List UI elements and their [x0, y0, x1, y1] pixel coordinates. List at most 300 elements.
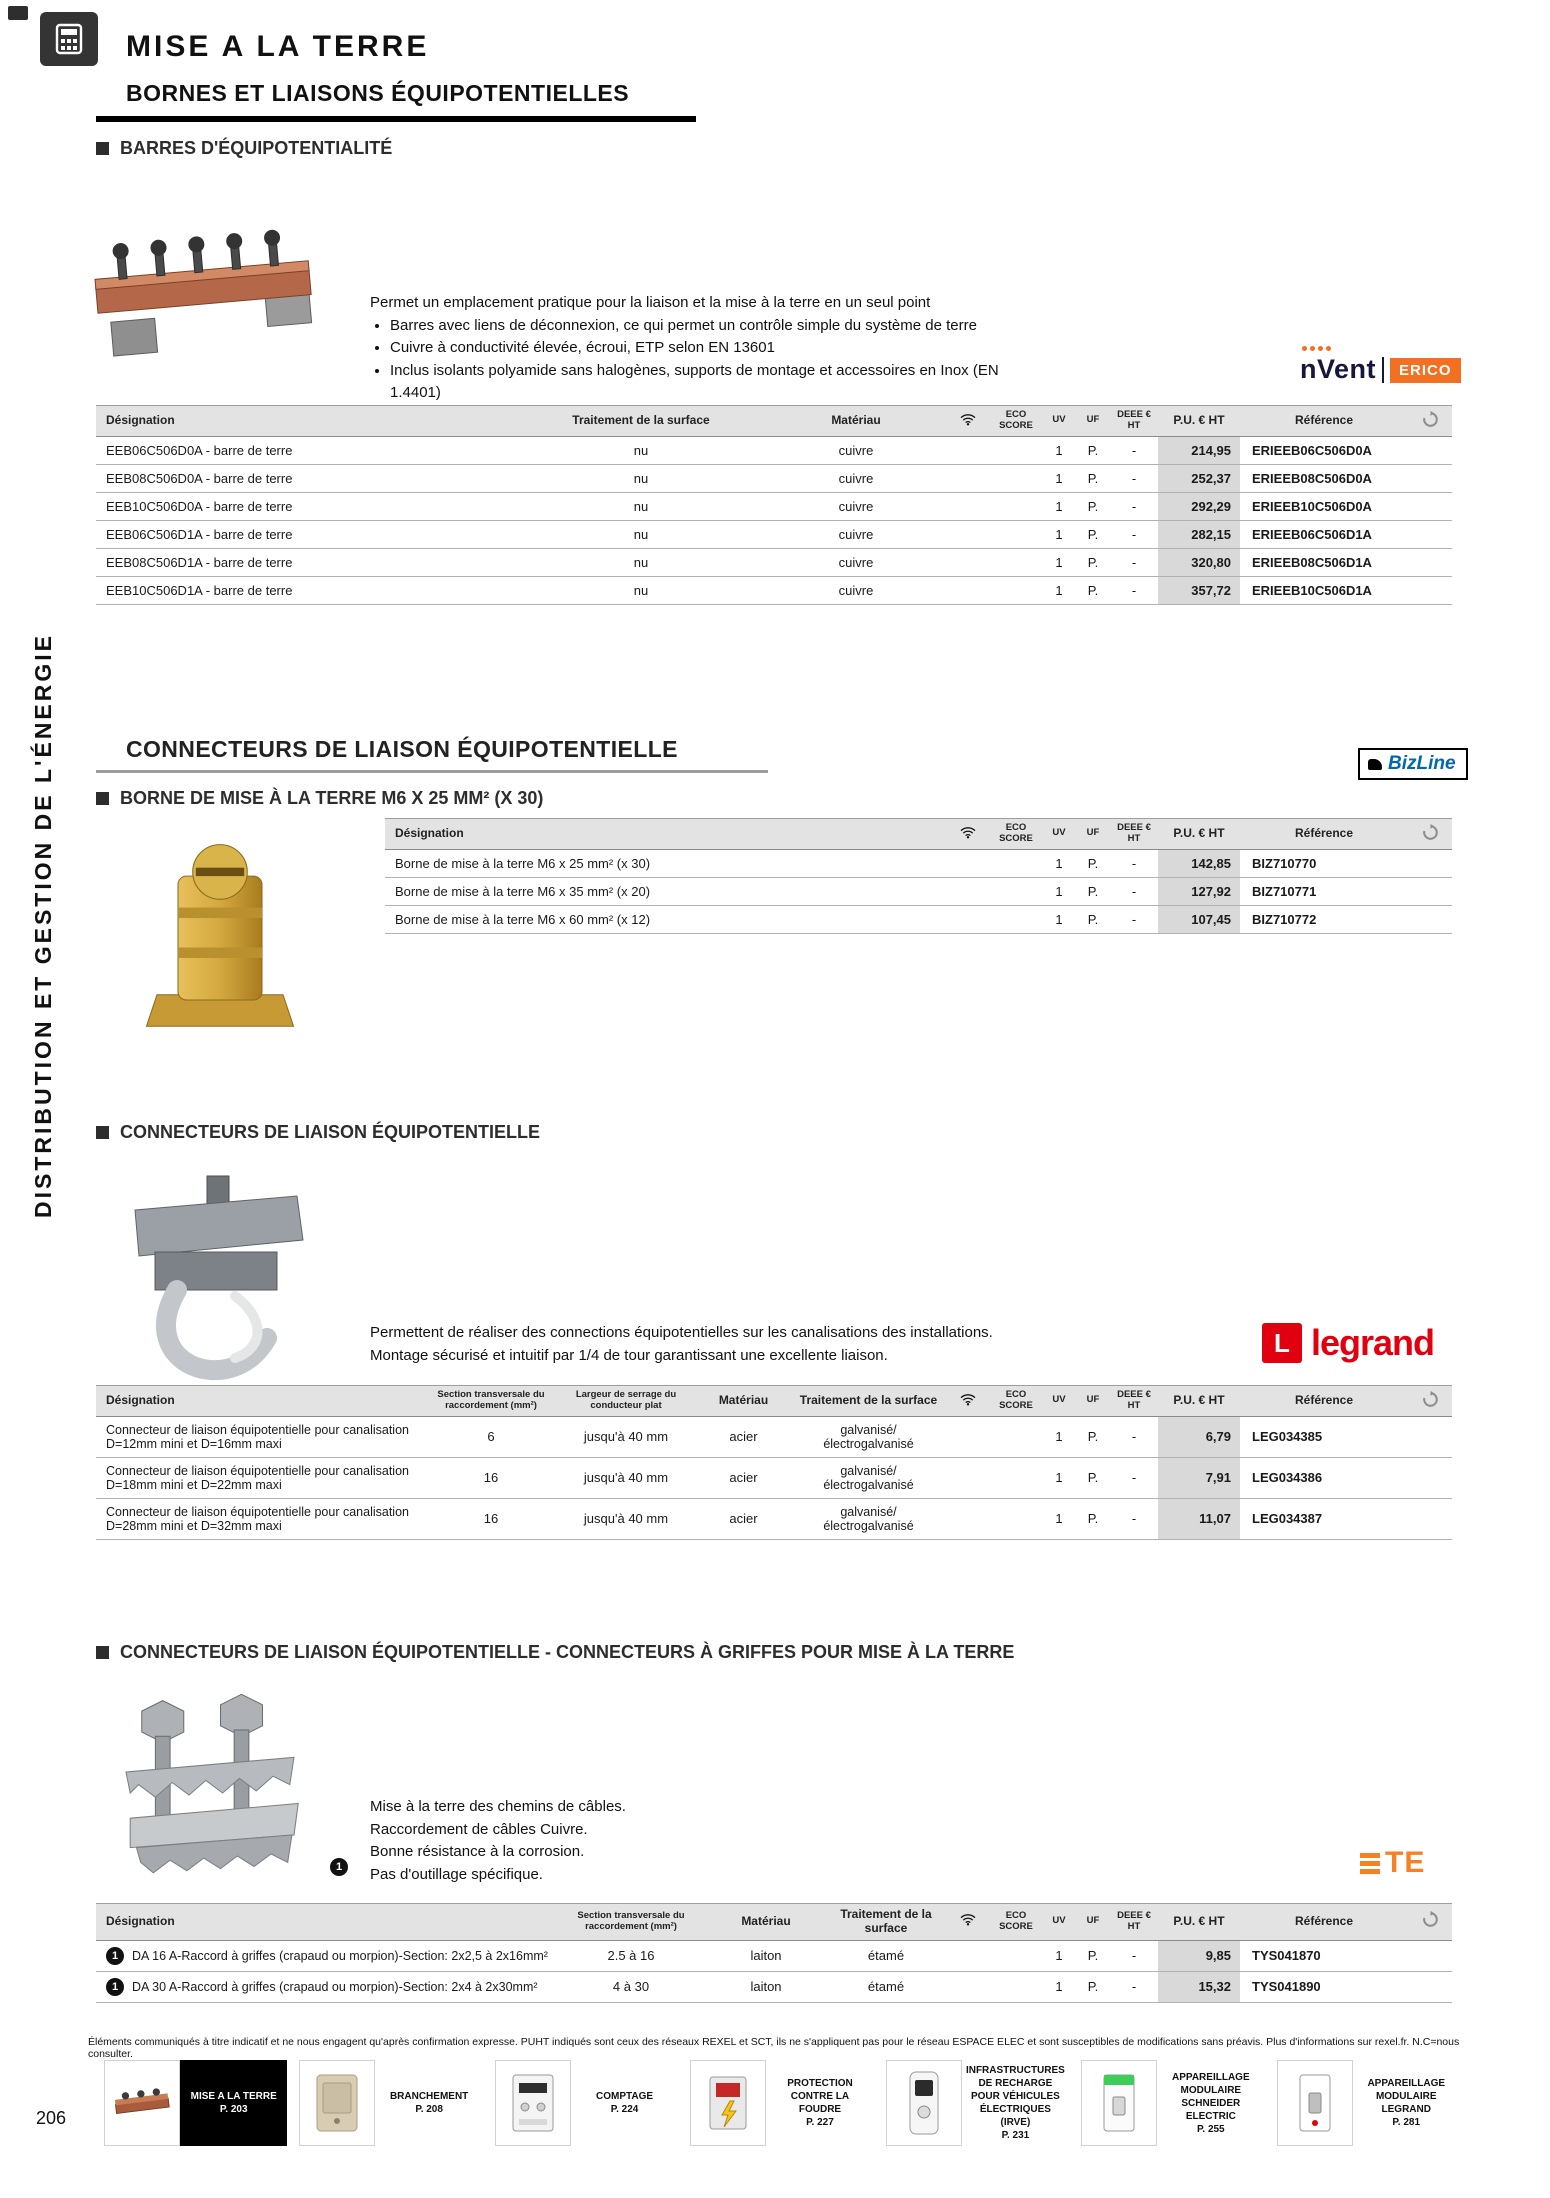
brand-logo-legrand	[1262, 1322, 1434, 1364]
col-recyclable	[1408, 1904, 1452, 1941]
cell-uv: 1	[1042, 1416, 1076, 1457]
cell-deee: -	[1110, 464, 1158, 492]
cell-deee: -	[1110, 1457, 1158, 1498]
cell-empty	[946, 849, 990, 877]
product-image-borne-terre	[130, 832, 310, 1047]
recycle-icon	[1422, 1911, 1439, 1928]
cell-uf: P.	[1076, 1971, 1110, 2002]
col-recyclable	[1408, 1386, 1452, 1417]
col-connected	[946, 406, 990, 437]
cell-traitement: nu	[516, 464, 766, 492]
nav-thumb-comptage	[495, 2060, 571, 2146]
section1-description	[370, 292, 1030, 405]
cell-uf: P.	[1076, 849, 1110, 877]
cell-traitement: galvanisé/électrogalvanisé	[791, 1416, 946, 1457]
cell-uv: 1	[1042, 1940, 1076, 1971]
cell-materiau: cuivre	[766, 520, 946, 548]
cell-empty	[946, 1498, 990, 1539]
cell-materiau: acier	[696, 1457, 791, 1498]
table-row	[96, 1416, 1452, 1457]
table-row	[96, 1457, 1452, 1498]
cell-materiau: cuivre	[766, 436, 946, 464]
nav-label: MISE A LA TERRE P. 203	[180, 2060, 287, 2146]
cell-empty	[1408, 905, 1452, 933]
cell-empty	[1408, 1498, 1452, 1539]
cell-uf: P.	[1076, 1416, 1110, 1457]
cell-empty	[990, 464, 1042, 492]
disclaimer-text: Éléments communiqués à titre indicatif et ne nous engagent qu'après confirmation expresse. PUHT indiqués sont ceux des réseaux REXEL et SCT, ils ne s'appliquent pas pour le réseau ESPACE ELEC et sont susceptibles de modifications sans préavis. Plus d'informations sur rexel.fr. N.C=nous consulter.	[88, 2036, 1460, 2060]
table-row	[96, 1940, 1452, 1971]
col-eco-score: ECO SCORE	[990, 819, 1042, 850]
table-bornes	[385, 818, 1452, 934]
cell-reference: ERIEEB10C506D0A	[1240, 492, 1408, 520]
square-bullet-icon	[96, 792, 109, 805]
section-heading-borne	[96, 788, 543, 809]
cell-uv: 1	[1042, 849, 1076, 877]
section2b-description	[370, 1322, 1050, 1367]
cell-price: 7,91	[1158, 1457, 1240, 1498]
section2c-description	[370, 1796, 970, 1886]
description-line: Montage sécurisé et intuitif par 1/4 de tour garantissant une excellente liaison.	[370, 1346, 888, 1364]
cell-reference: ERIEEB06C506D1A	[1240, 520, 1408, 548]
nav-label: PROTECTION CONTRE LA FOUDRE P. 227	[787, 2078, 853, 2128]
cell-uv: 1	[1042, 576, 1076, 604]
cell-deee: -	[1110, 1416, 1158, 1457]
section-rule	[96, 770, 768, 773]
cell-deee: -	[1110, 877, 1158, 905]
cell-largeur: jusqu'à 40 mm	[556, 1457, 696, 1498]
cell-empty	[990, 436, 1042, 464]
nav-label: INFRASTRUCTURES DE RECHARGE POUR VÉHICULES ÉLECTRIQUES (IRVE) P. 231	[965, 2065, 1065, 2141]
cell-reference: TYS041870	[1240, 1940, 1408, 1971]
table-row	[385, 849, 1452, 877]
table-header-row	[96, 406, 1452, 437]
cell-traitement: nu	[516, 436, 766, 464]
cell-traitement: étamé	[826, 1971, 946, 2002]
col-pu: P.U. € HT	[1158, 819, 1240, 850]
cell-uf: P.	[1076, 1940, 1110, 1971]
wifi-icon	[960, 1393, 976, 1406]
brand-logo-nvent-erico	[1300, 356, 1461, 383]
cell-uv: 1	[1042, 905, 1076, 933]
cell-uv: 1	[1042, 436, 1076, 464]
nav-label: APPAREILLAGE MODULAIRE SCHNEIDER ELECTRIC P. 255	[1172, 2071, 1250, 2135]
cell-empty	[990, 1457, 1042, 1498]
sidebar-vertical-label: DISTRIBUTION ET GESTION DE L'ÉNERGIE	[30, 632, 56, 1218]
col-uv: UV	[1042, 1386, 1076, 1417]
col-uv: UV	[1042, 406, 1076, 437]
col-connected	[946, 819, 990, 850]
cell-reference: ERIEEB06C506D0A	[1240, 436, 1408, 464]
col-uv: UV	[1042, 819, 1076, 850]
col-eco-score: ECO SCORE	[990, 1904, 1042, 1941]
col-designation: Désignation	[96, 1904, 556, 1941]
row-note-badge: 1	[106, 1978, 124, 1996]
cell-designation: 1 DA 30 A-Raccord à griffes (crapaud ou morpion)-Section: 2x4 à 2x30mm²	[96, 1971, 556, 2002]
page-number: 206	[36, 2108, 67, 2128]
cell-reference: BIZ710772	[1240, 905, 1408, 933]
description-line: Permettent de réaliser des connections équipotentielles sur les canalisations des installations.	[370, 1324, 993, 1341]
cell-deee: -	[1110, 905, 1158, 933]
col-recyclable	[1408, 819, 1452, 850]
table-row	[96, 576, 1452, 604]
col-materiau: Matériau	[706, 1904, 826, 1941]
col-uf: UF	[1076, 819, 1110, 850]
cell-reference: LEG034387	[1240, 1498, 1408, 1539]
cell-reference: TYS041890	[1240, 1971, 1408, 2002]
cell-materiau: laiton	[706, 1971, 826, 2002]
nav-thumb-appareillage-legrand	[1277, 2060, 1353, 2146]
cell-uv: 1	[1042, 1971, 1076, 2002]
cell-section: 16	[426, 1457, 556, 1498]
cell-empty	[990, 1971, 1042, 2002]
table-row	[96, 548, 1452, 576]
cell-largeur: jusqu'à 40 mm	[556, 1416, 696, 1457]
cell-reference: ERIEEB08C506D0A	[1240, 464, 1408, 492]
page-subtitle: BORNES ET LIAISONS ÉQUIPOTENTIELLES	[126, 80, 630, 106]
cell-empty	[946, 548, 990, 576]
nav-item-protection-foudre[interactable]	[690, 2060, 873, 2146]
wifi-icon	[960, 1913, 976, 1926]
cell-section: 16	[426, 1498, 556, 1539]
wifi-icon	[960, 826, 976, 839]
nav-item-mise-a-la-terre[interactable]	[104, 2060, 287, 2146]
bottom-navigation	[104, 2060, 1460, 2146]
row-note-badge: 1	[106, 1947, 124, 1965]
table-header-row	[96, 1904, 1452, 1941]
col-traitement: Traitement de la surface	[826, 1904, 946, 1941]
cell-uv: 1	[1042, 520, 1076, 548]
section-heading-connecteurs: CONNECTEURS DE LIAISON ÉQUIPOTENTIELLE	[126, 736, 678, 762]
cell-uf: P.	[1076, 436, 1110, 464]
cell-designation: 1 DA 16 A-Raccord à griffes (crapaud ou morpion)-Section: 2x2,5 à 2x16mm²	[96, 1940, 556, 1971]
col-connected	[946, 1386, 990, 1417]
table-row	[96, 464, 1452, 492]
cell-price: 320,80	[1158, 548, 1240, 576]
cell-price: 107,45	[1158, 905, 1240, 933]
col-reference: Référence	[1240, 1386, 1408, 1417]
nav-item-irve[interactable]	[886, 2060, 1069, 2146]
te-wordmark: TE	[1385, 1846, 1426, 1879]
cell-price: 6,79	[1158, 1416, 1240, 1457]
cell-empty	[946, 877, 990, 905]
cell-materiau: laiton	[706, 1940, 826, 1971]
col-designation: Désignation	[96, 1386, 426, 1417]
cell-reference: BIZ710771	[1240, 877, 1408, 905]
cell-empty	[990, 1940, 1042, 1971]
cell-empty	[946, 520, 990, 548]
table-header-row	[96, 1386, 1452, 1417]
col-designation: Désignation	[385, 819, 946, 850]
cell-empty	[990, 905, 1042, 933]
page-title: MISE A LA TERRE	[126, 30, 430, 63]
cell-empty	[1408, 576, 1452, 604]
section-heading-connecteurs-liaison	[96, 1122, 540, 1143]
col-reference: Référence	[1240, 1904, 1408, 1941]
bizline-bull-icon	[1368, 759, 1382, 770]
table-row	[96, 1498, 1452, 1539]
cell-uf: P.	[1076, 1457, 1110, 1498]
cell-traitement: galvanisé/électrogalvanisé	[791, 1457, 946, 1498]
col-eco-score: ECO SCORE	[990, 1386, 1042, 1417]
nav-label: APPAREILLAGE MODULAIRE LEGRAND P. 281	[1367, 2078, 1446, 2128]
cell-empty	[990, 849, 1042, 877]
nav-label: BRANCHEMENT P. 208	[389, 2091, 469, 2115]
cell-designation: Borne de mise à la terre M6 x 35 mm² (x 20)	[385, 877, 946, 905]
cell-price: 214,95	[1158, 436, 1240, 464]
col-uf: UF	[1076, 1386, 1110, 1417]
cell-materiau: cuivre	[766, 492, 946, 520]
cell-deee: -	[1110, 436, 1158, 464]
cell-empty	[946, 1971, 990, 2002]
cell-reference: BIZ710770	[1240, 849, 1408, 877]
cell-section: 4 à 30	[556, 1971, 706, 2002]
cell-empty	[946, 1416, 990, 1457]
col-traitement: Traitement de la surface	[791, 1386, 946, 1417]
cell-uf: P.	[1076, 464, 1110, 492]
cell-traitement: nu	[516, 492, 766, 520]
cell-empty	[1408, 877, 1452, 905]
cell-price: 282,15	[1158, 520, 1240, 548]
nav-item-appareillage-schneider[interactable]	[1081, 2060, 1264, 2146]
mini-menu-icon	[8, 6, 28, 20]
cell-uf: P.	[1076, 492, 1110, 520]
cell-empty	[946, 905, 990, 933]
col-largeur: Largeur de serrage du conducteur plat	[556, 1386, 696, 1417]
table-header-row	[385, 819, 1452, 850]
table-row	[96, 1971, 1452, 2002]
description-line: Pas d'outillage spécifique.	[370, 1865, 543, 1883]
cell-empty	[1408, 436, 1452, 464]
cell-materiau: cuivre	[766, 464, 946, 492]
erico-wordmark: ERICO	[1390, 358, 1461, 383]
col-materiau: Matériau	[766, 406, 946, 437]
recycle-icon	[1422, 824, 1439, 841]
cell-deee: -	[1110, 1940, 1158, 1971]
product-image-connecteur-liaison	[110, 1168, 320, 1403]
product-image-barre-de-terre	[78, 186, 328, 371]
nav-item-comptage[interactable]	[495, 2060, 678, 2146]
product-image-raccord-griffes	[105, 1688, 315, 1903]
cell-empty	[946, 576, 990, 604]
cell-deee: -	[1110, 849, 1158, 877]
recycle-icon	[1422, 411, 1439, 428]
table-row	[385, 905, 1452, 933]
col-pu: P.U. € HT	[1158, 406, 1240, 437]
cell-materiau: acier	[696, 1416, 791, 1457]
cell-price: 11,07	[1158, 1498, 1240, 1539]
col-recyclable	[1408, 406, 1452, 437]
nvent-dots-icon	[1302, 346, 1331, 351]
cell-empty	[1408, 520, 1452, 548]
col-pu: P.U. € HT	[1158, 1904, 1240, 1941]
te-bars-icon	[1360, 1853, 1380, 1874]
nvent-wordmark: nVent	[1300, 356, 1376, 383]
cell-uv: 1	[1042, 492, 1076, 520]
cell-empty	[1408, 548, 1452, 576]
subtitle-rule	[96, 116, 696, 122]
cell-designation: Borne de mise à la terre M6 x 25 mm² (x 30)	[385, 849, 946, 877]
cell-uf: P.	[1076, 905, 1110, 933]
brand-logo-bizline	[1358, 748, 1468, 780]
col-materiau: Matériau	[696, 1386, 791, 1417]
cell-price: 357,72	[1158, 576, 1240, 604]
cell-designation: Connecteur de liaison équipotentielle pour canalisation D=12mm mini et D=16mm maxi	[96, 1416, 426, 1457]
section-heading-label: BARRES D'ÉQUIPOTENTIALITÉ	[120, 138, 393, 158]
col-uf: UF	[1076, 1904, 1110, 1941]
legrand-wordmark: legrand	[1311, 1322, 1435, 1363]
nav-thumb-irve	[886, 2060, 962, 2146]
col-connected	[946, 1904, 990, 1941]
square-bullet-icon	[96, 1126, 109, 1139]
nav-thumb-mise-a-la-terre	[104, 2060, 180, 2146]
cell-uf: P.	[1076, 576, 1110, 604]
cell-uf: P.	[1076, 548, 1110, 576]
cell-section: 6	[426, 1416, 556, 1457]
cell-empty	[1408, 1416, 1452, 1457]
col-uv: UV	[1042, 1904, 1076, 1941]
cell-uf: P.	[1076, 877, 1110, 905]
section-heading-barres	[96, 138, 392, 159]
nav-thumb-protection-foudre	[690, 2060, 766, 2146]
cell-price: 252,37	[1158, 464, 1240, 492]
cell-uf: P.	[1076, 520, 1110, 548]
cell-designation: EEB10C506D1A - barre de terre	[96, 576, 516, 604]
cell-empty	[1408, 1457, 1452, 1498]
wifi-icon	[960, 413, 976, 426]
cell-deee: -	[1110, 576, 1158, 604]
cell-reference: ERIEEB08C506D1A	[1240, 548, 1408, 576]
cell-designation: EEB08C506D1A - barre de terre	[96, 548, 516, 576]
cell-traitement: galvanisé/électrogalvanisé	[791, 1498, 946, 1539]
cell-empty	[990, 1498, 1042, 1539]
calculator-icon	[52, 22, 86, 56]
col-designation: Désignation	[96, 406, 516, 437]
col-section: Section transversale du raccordement (mm²)	[426, 1386, 556, 1417]
cell-price: 15,32	[1158, 1971, 1240, 2002]
cell-price: 127,92	[1158, 877, 1240, 905]
bullet-item: • Barres avec liens de déconnexion, ce qui permet un contrôle simple du système de terre	[390, 315, 1030, 338]
table-connecteurs-liaison	[96, 1385, 1452, 1540]
col-reference: Référence	[1240, 819, 1408, 850]
cell-empty	[990, 576, 1042, 604]
table-row	[96, 436, 1452, 464]
cell-uv: 1	[1042, 877, 1076, 905]
chapter-icon[interactable]	[40, 12, 98, 66]
col-deee: DEEE € HT	[1110, 1904, 1158, 1941]
section-heading-label: BORNE DE MISE À LA TERRE M6 X 25 MM² (X 30)	[120, 788, 544, 808]
description-line: Raccordement de câbles Cuivre.	[370, 1820, 588, 1838]
col-eco-score: ECO SCORE	[990, 406, 1042, 437]
cell-deee: -	[1110, 1971, 1158, 2002]
cell-designation: Connecteur de liaison équipotentielle pour canalisation D=28mm mini et D=32mm maxi	[96, 1498, 426, 1539]
cell-reference: LEG034385	[1240, 1416, 1408, 1457]
cell-designation: Connecteur de liaison équipotentielle pour canalisation D=18mm mini et D=22mm maxi	[96, 1457, 426, 1498]
cell-empty	[990, 877, 1042, 905]
table-row	[385, 877, 1452, 905]
cell-designation: EEB06C506D0A - barre de terre	[96, 436, 516, 464]
cell-uf: P.	[1076, 1498, 1110, 1539]
cell-uv: 1	[1042, 548, 1076, 576]
table-griffes	[96, 1903, 1452, 2003]
nav-item-appareillage-legrand[interactable]	[1277, 2060, 1460, 2146]
bullet-item: • Inclus isolants polyamide sans halogènes, supports de montage et accessoires en Inox (EN 1.4401)	[390, 360, 1030, 405]
col-deee: DEEE € HT	[1110, 819, 1158, 850]
col-pu: P.U. € HT	[1158, 1386, 1240, 1417]
cell-designation: EEB06C506D1A - barre de terre	[96, 520, 516, 548]
cell-empty	[946, 1457, 990, 1498]
cell-traitement: nu	[516, 548, 766, 576]
cell-price: 9,85	[1158, 1940, 1240, 1971]
cell-empty	[1408, 492, 1452, 520]
cell-empty	[1408, 1971, 1452, 2002]
cell-empty	[1408, 1940, 1452, 1971]
nav-item-branchement[interactable]	[299, 2060, 482, 2146]
nav-thumb-appareillage-schneider	[1081, 2060, 1157, 2146]
col-uf: UF	[1076, 406, 1110, 437]
cell-empty	[946, 436, 990, 464]
description-line: Permet un emplacement pratique pour la liaison et la mise à la terre en un seul point	[370, 294, 931, 311]
nav-thumb-branchement	[299, 2060, 375, 2146]
cell-price: 292,29	[1158, 492, 1240, 520]
legrand-mark-icon: L	[1262, 1323, 1302, 1363]
description-line: Mise à la terre des chemins de câbles.	[370, 1798, 626, 1815]
table-row	[96, 520, 1452, 548]
cell-empty	[946, 492, 990, 520]
cell-empty	[1408, 464, 1452, 492]
cell-deee: -	[1110, 548, 1158, 576]
cell-designation: EEB10C506D0A - barre de terre	[96, 492, 516, 520]
cell-empty	[946, 464, 990, 492]
col-deee: DEEE € HT	[1110, 1386, 1158, 1417]
table-barres	[96, 405, 1452, 605]
col-reference: Référence	[1240, 406, 1408, 437]
cell-empty	[946, 1940, 990, 1971]
cell-deee: -	[1110, 1498, 1158, 1539]
cell-deee: -	[1110, 492, 1158, 520]
col-section: Section transversale du raccordement (mm²)	[556, 1904, 706, 1941]
cell-reference: ERIEEB10C506D1A	[1240, 576, 1408, 604]
bizline-wordmark: BizLine	[1388, 753, 1456, 774]
logo-divider	[1382, 357, 1384, 383]
cell-empty	[990, 548, 1042, 576]
cell-traitement: étamé	[826, 1940, 946, 1971]
cell-uv: 1	[1042, 1498, 1076, 1539]
cell-materiau: cuivre	[766, 548, 946, 576]
cell-traitement: nu	[516, 576, 766, 604]
section-heading-label: CONNECTEURS DE LIAISON ÉQUIPOTENTIELLE - CONNECTEURS À GRIFFES POUR MISE À LA TERRE	[120, 1642, 1015, 1662]
cell-empty	[990, 1416, 1042, 1457]
col-deee: DEEE € HT	[1110, 406, 1158, 437]
bullet-item: • Cuivre à conductivité élevée, écroui, ETP selon EN 13601	[390, 337, 1030, 360]
cell-empty	[990, 492, 1042, 520]
cell-designation: Borne de mise à la terre M6 x 60 mm² (x 12)	[385, 905, 946, 933]
cell-uv: 1	[1042, 1457, 1076, 1498]
cell-largeur: jusqu'à 40 mm	[556, 1498, 696, 1539]
section-heading-label: CONNECTEURS DE LIAISON ÉQUIPOTENTIELLE	[120, 1122, 541, 1142]
cell-reference: LEG034386	[1240, 1457, 1408, 1498]
nav-label: COMPTAGE P. 224	[596, 2091, 654, 2115]
cell-uv: 1	[1042, 464, 1076, 492]
table-row	[96, 492, 1452, 520]
cell-empty	[990, 520, 1042, 548]
cell-empty	[1408, 849, 1452, 877]
cell-materiau: acier	[696, 1498, 791, 1539]
square-bullet-icon	[96, 1646, 109, 1659]
cell-designation: EEB08C506D0A - barre de terre	[96, 464, 516, 492]
recycle-icon	[1422, 1391, 1439, 1408]
brand-logo-te	[1360, 1846, 1425, 1880]
